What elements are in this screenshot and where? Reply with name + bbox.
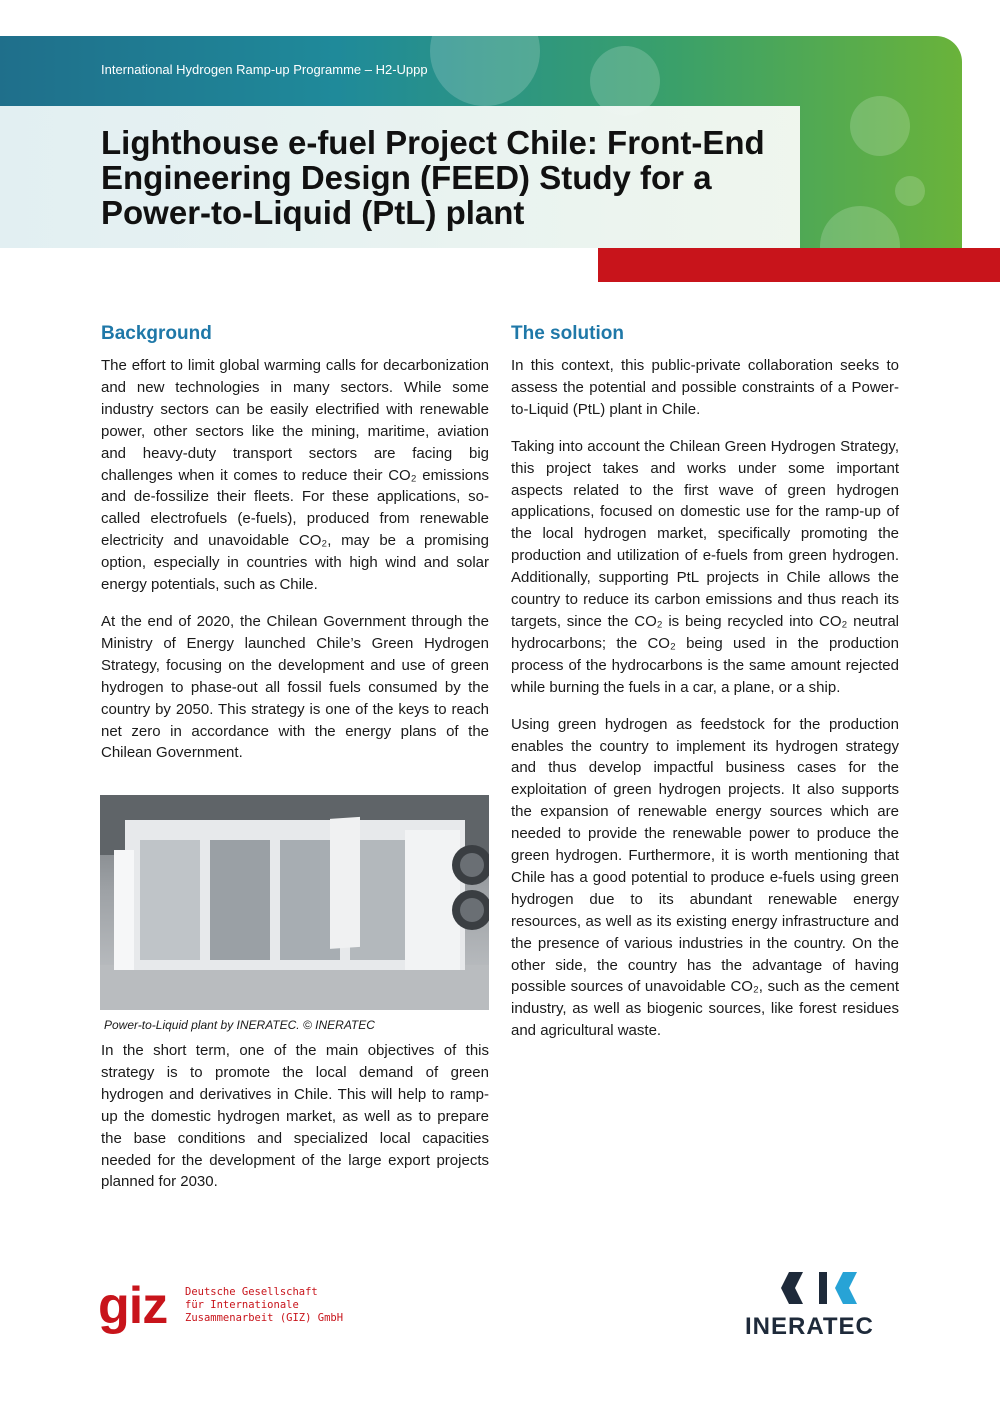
giz-name-line-3: Zusammenarbeit (GIZ) GmbH [185, 1312, 344, 1324]
giz-name-line-2: für Internationale [185, 1299, 299, 1311]
solution-paragraph-2: Taking into account the Chilean Green Hydrogen Strategy, this project takes and works under some important aspects related to the first wave of green hydrogen applications, focused on domestic use for the ramp-up of the local hydrogen market, specifically promoting the production and utilization of e-fuels from green hydrogen. Additionally, supporting PtL projects in Chile allows the country to reduce its carbon emissions and thus reach its targets, since the CO₂ is being recycled into CO₂ neutral hydrocarbons; the CO₂ being used in the production process of the hydrocarbons is the same amount rejected while burning the fuels in a car, a plane, or a ship. [511, 437, 899, 696]
accent-bar [598, 248, 1000, 282]
solution-paragraph-1: In this context, this public-private collaboration seeks to assess the potential and possible constraints of a Power-to-Liquid (PtL) plant in Chile. [511, 357, 899, 418]
programme-label: International Hydrogen Ramp-up Programme – H2-Uppp [101, 62, 428, 77]
solution-paragraph-3: Using green hydrogen as feedstock for the production enables the country to implement its hydrogen strategy and thus develop impactful business cases for the exploitation of green hydrogen projects. It also supports the expansion of renewable energy sources which are needed to provide the renewable power to produce the green hydrogen. Furthermore, it is worth mentioning that Chile has a good potential to produce e-fuels using green hydrogen due to its abundant renewable energy resources, as well as its existing energy infrastructure and the presence of various industries in the country. On the other side, the country has the advantage of having possible sources of unavoidable CO₂, such as the cement industry, as well as biogenic sources, like forest residues and agricultural waste. [511, 715, 899, 1040]
giz-name [185, 1286, 343, 1325]
decorative-bubble [895, 176, 925, 206]
page-title: Lighthouse e-fuel Project Chile: Front-End Engineering Design (FEED) Study for a Power-to-Liquid (PtL) plant [101, 124, 765, 231]
photo-caption: Power-to-Liquid plant by INERATEC. © INERATEC [104, 1018, 375, 1032]
decorative-bubble [820, 206, 900, 248]
background-heading: Background [101, 323, 212, 344]
background-paragraph-3: In the short term, one of the main objectives of this strategy is to promote the local demand of green hydrogen and derivatives in Chile. This will help to ramp-up the domestic hydrogen market, as well as to prepare the base conditions and specialized local capacities needed for the development of the large export projects planned for 2030. [101, 1042, 489, 1191]
decorative-bubble [850, 96, 910, 156]
decorative-bubble [430, 36, 540, 106]
ineratec-logo-icon [745, 1268, 905, 1308]
background-column-continued [101, 1040, 489, 1193]
background-column [101, 323, 489, 764]
solution-column [511, 323, 899, 1042]
giz-logo: giz [98, 1277, 168, 1335]
plant-illustration [100, 795, 489, 1010]
background-paragraph-2: At the end of 2020, the Chilean Government through the Ministry of Energy launched Chile’s Green Hydrogen Strategy, focusing on the development and use of green hydrogen to phase-out all fossil fuels consumed by the country by 2050. This strategy is one of the keys to reach net zero in accordance with the energy plans of the Chilean Government. [101, 612, 489, 762]
ineratec-wordmark: INERATEC [745, 1313, 874, 1340]
solution-heading: The solution [511, 323, 624, 344]
giz-name-line-1: Deutsche Gesellschaft [185, 1286, 318, 1298]
plant-photo [100, 795, 489, 1010]
background-paragraph-1: The effort to limit global warming calls for decarbonization and new technologies in many sectors. While some industry sectors can be easily electrified with renewable power, other sectors like the mining, maritime, aviation and heavy-duty transport sectors are facing big challenges when it comes to reduce their CO₂ emissions and de-fossilize their fleets. For these applications, so-called electrofuels (e-fuels), produced from renewable electricity and unavoidable CO₂, may be a promising option, especially in countries with high wind and solar energy potentials, such as Chile. [101, 357, 489, 594]
